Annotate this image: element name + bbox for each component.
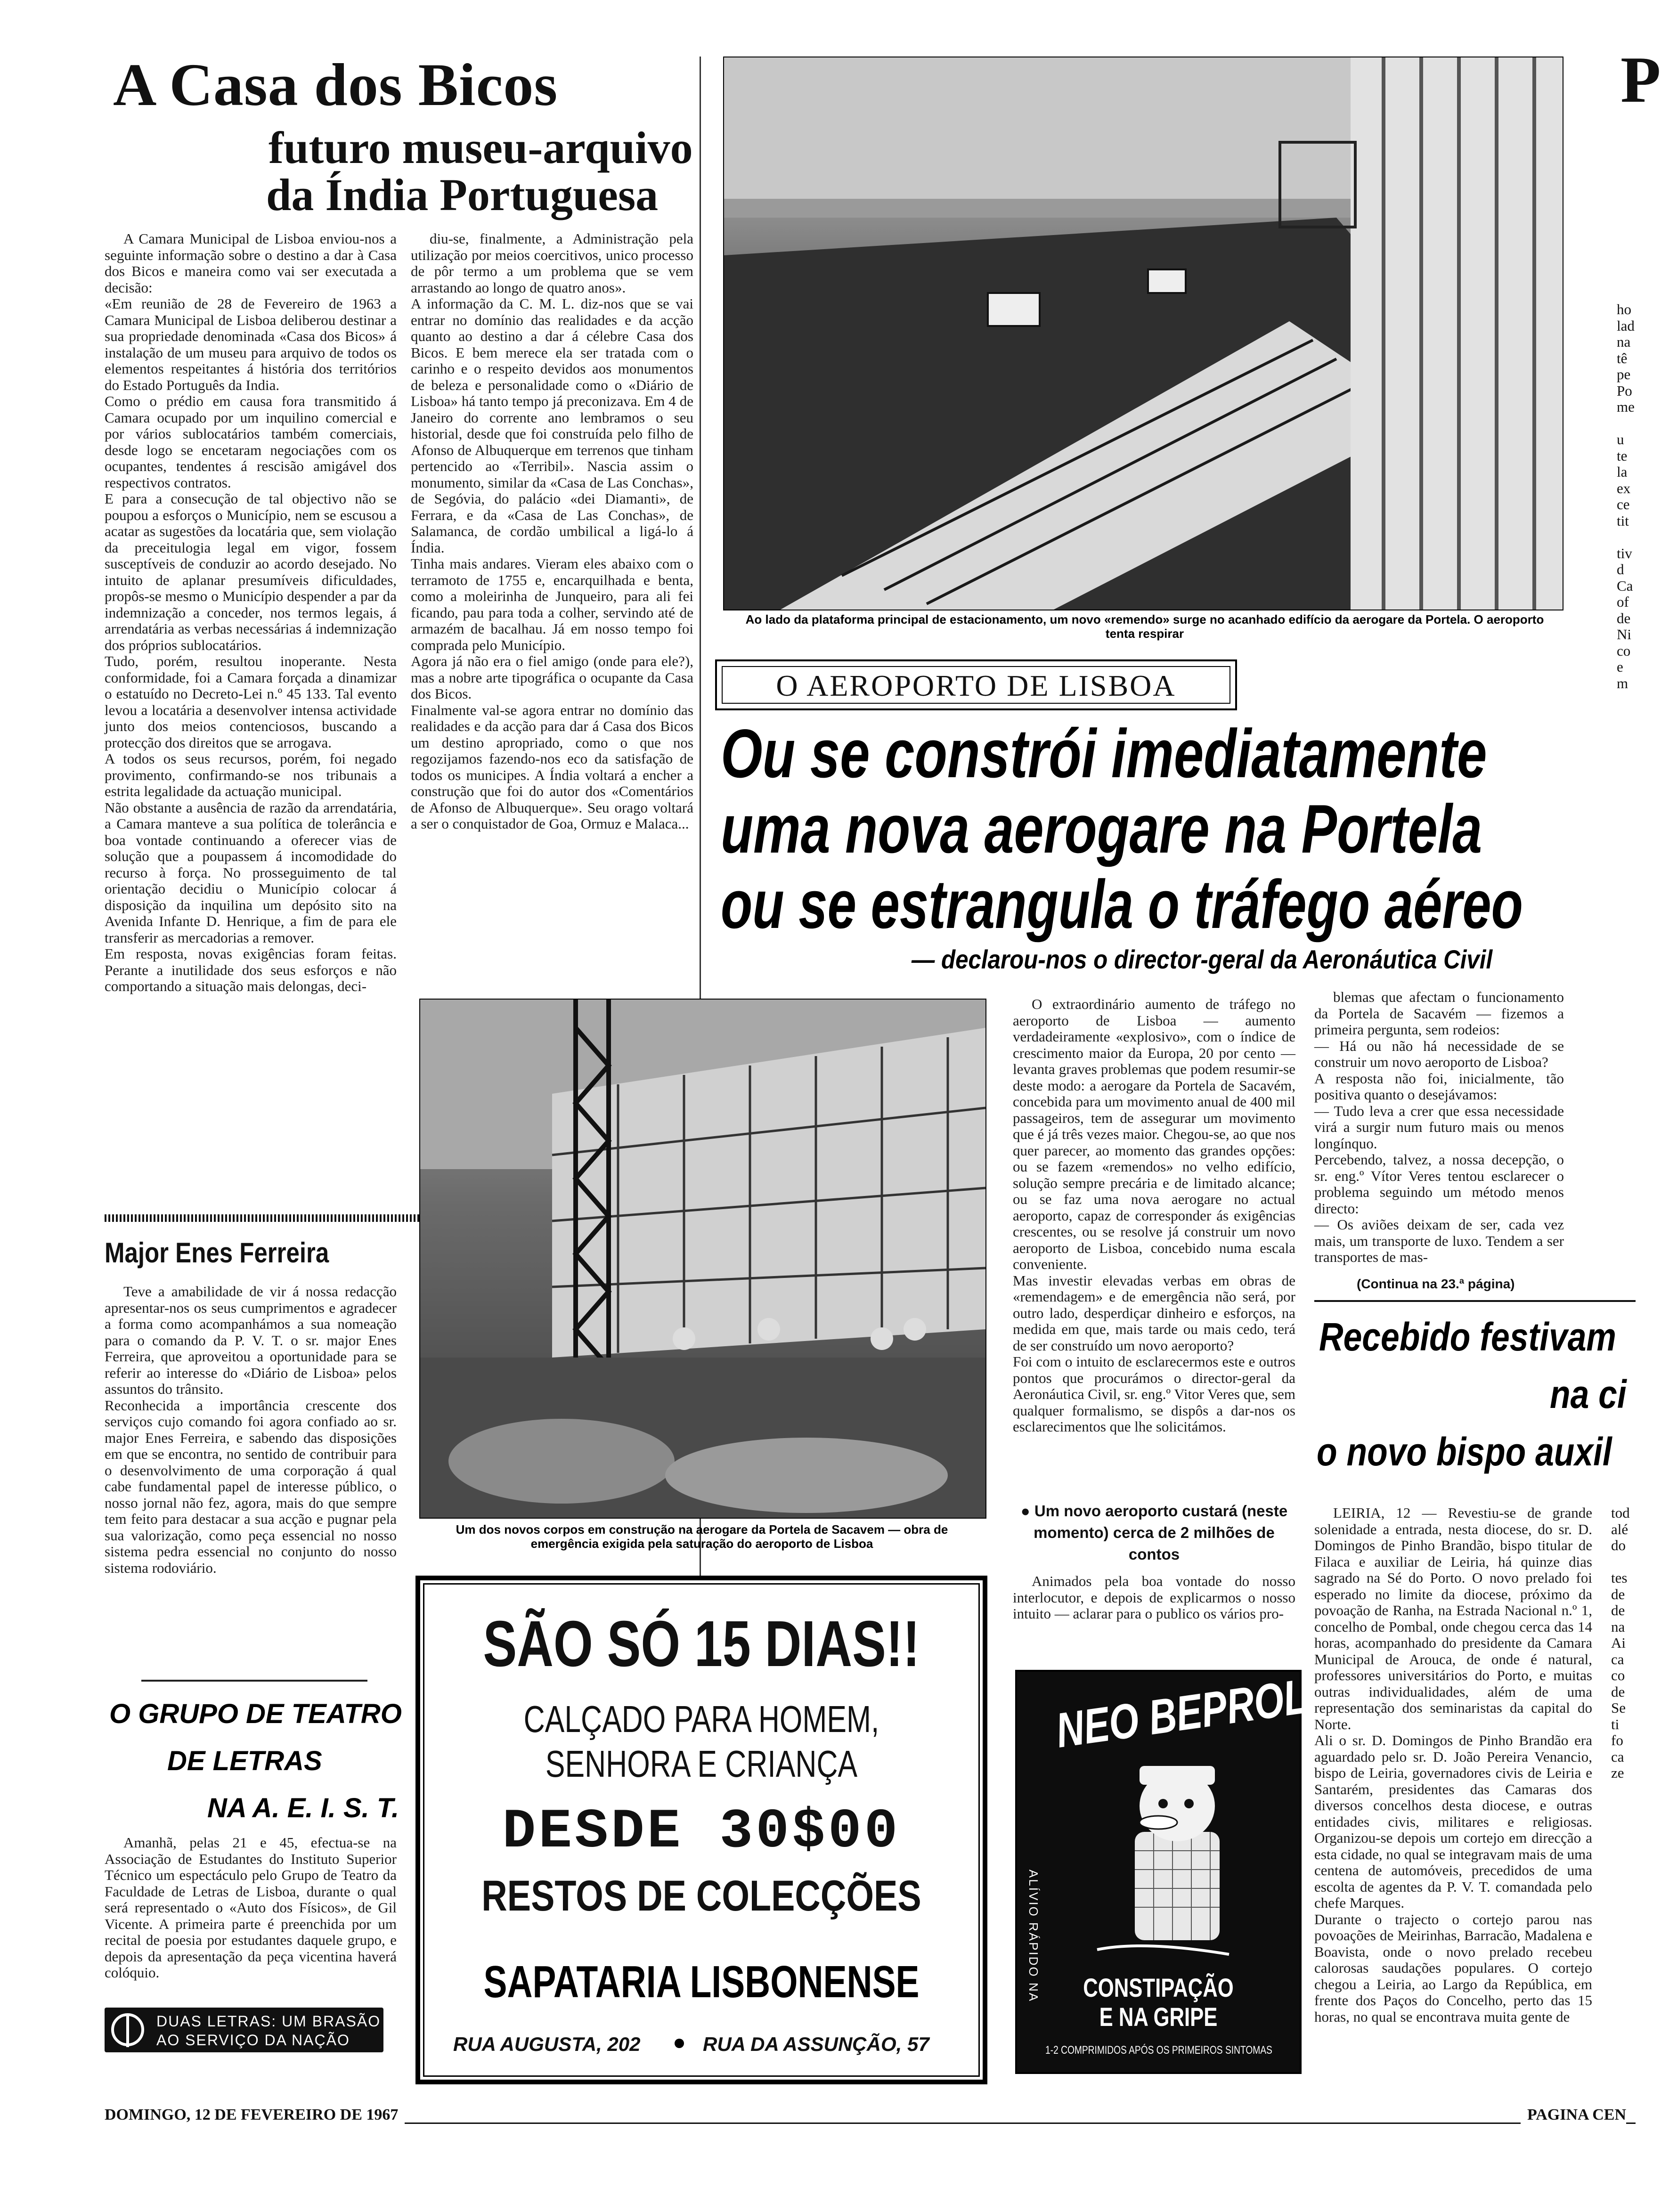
airport-headline-3: ou se estrangula o tráfego aéreo bbox=[721, 866, 1523, 943]
major-body: Teve a amabilidade de vir á nossa redacção apresentar-nos os seus cumprimentos e agradecer a forma como acompanhámos a sua nomeação para o comando da P. V. T. o sr. major Enes Ferreira, que aproveitou a oportunidade para se referir ao interesse do «Diário de Lisboa» pelos assuntos do trânsito. Reconhecida a importância crescente dos serviços cujo comando foi agora confiado ao sr. major Enes Ferreira, e sabendo das disposições em que se encontra, no sentido de contribuir para o desenvolvimento de uma corporação á qual cabe fundamental papel de interesse público, o nosso jornal não fez, agora, mais do que sempre tem feito para destacar a sua acção e pugnar pela sua valorização, como peça essencial no nosso sistema pedra essencial no conjunto do nosso sistema rodoviário. bbox=[105, 1283, 397, 1576]
edge-fragments-lower: tod alé do tes de de na Ai ca co de Se ti fo ca ze bbox=[1611, 1504, 1630, 1781]
neobeprol-foot: 1-2 COMPRIMIDOS APÓS OS PRIMEIROS SINTOMAS bbox=[1045, 2044, 1272, 2057]
airport-column-1: O extraordinário aumento de tráfego no aeroporto de Lisboa — aumento verdadeiramente «explosivo», com o índice de crescimento maior da Europa, 20 por cento — levanta graves problemas que podem resumir-se deste modo: a aerogare da Portela de Sacavém, concebida para um movimento anual de 400 mil passageiros, tem de assegurar um movimento que é já três vezes maior. Chegou-se, ao que nos quer parecer, ao momento das grandes opções: ou se fazem «remendos» no velho edifício, solução sempre precária e de limitado alcance; ou se faz uma nova aerogare no actual aeroporto, capaz de corresponder ás exigências crescentes, ou se resolve já construir um novo aeroporto de Lisboa, concebido numa escala conveniente. Mas investir elevadas verbas em obras de «remendagem» e de emergência não será, por outro lado, desperdiçar dinheiro e esforços, na medida em que, mais tarde ou mais cedo, terá de ser construído um novo aeroporto? Foi com o intuito de esclarecermos este e outros pontos que procurámos o director-geral da Aeronáutica Civil, sr. eng.º Vitor Veres que, sem qualquer formalismo, se dispôs a dar-nos os esclarecimentos que lhe solicitámos. bbox=[1013, 996, 1296, 1435]
major-title: Major Enes Ferreira bbox=[105, 1237, 329, 1269]
airport-column-2: blemas que afectam o funcionamento da Portela de Sacavém — fizemos a primeira pergunta, sem rodeios: — Há ou não há necessidade de se construir um novo aeroporto de Lisboa? A resposta não foi, inicialmente, tão positiva quanto o desejávamos: — Tudo leva a crer que essa necessidade virá a surgir num futuro mais ou menos longínquo. Percebendo, talvez, a nossa decepção, o sr. eng.º Vítor Veres tentou esclarecer o problema seguindo um método menos directo: — Os aviões deixam de ser, cada vez mais, um transporte de luxo. Tendem a ser transportes de mas- bbox=[1314, 989, 1564, 1265]
sapataria-price: DESDE 30$00 bbox=[502, 1801, 901, 1863]
neobeprol-line-1: CONSTIPAÇÃO bbox=[1083, 1973, 1234, 2002]
sapataria-line-1: SÃO SÓ 15 DIAS!! bbox=[483, 1608, 920, 1680]
airport-headline-1: Ou se constrói imediatamente bbox=[721, 715, 1487, 792]
casa-subtitle-1: futuro museu-arquivo bbox=[269, 122, 693, 173]
divider bbox=[1314, 1300, 1636, 1302]
casa-subtitle-2: da Índia Portuguesa bbox=[266, 170, 659, 220]
airport-column-1b: Animados pela boa vontade do nosso interlocutor, e depois de explicarmos o nosso intuito — aclarar para o publico os vários pro- bbox=[1013, 1573, 1295, 1622]
edge-letter: P bbox=[1620, 43, 1661, 116]
bispo-headline-3: o novo bispo auxil bbox=[1317, 1430, 1612, 1474]
casa-column-1: A Camara Municipal de Lisboa enviou-nos a seguinte informação sobre o destino a dar à Casa dos Bicos e maneira como vai ser executada a decisão: «Em reunião de 28 de Fevereiro de 1963 a Camara Municipal de Lisboa deliberou destinar a sua propriedade denominada «Casa dos Bicos» á instalação de um museu para arquivo de todos os elementos respeitantes á história dos territórios do Estado Português da India. Como o prédio em causa fora transmitido á Camara ocupado por um inquilino comercial e por vários sublocatários também comerciais, desde logo se encetaram negociações com os ocupantes, tendentes á rescisão amigável dos respectivos contratos. E para a consecução de tal objectivo não se poupou a esforços o Município, nem se escusou a acatar as sugestões da locatária que, sem violação da preceitulogia legal em vigor, fossem susceptíveis de conduzir ao acordo desejado. No intuito de aplanar presumíveis dificuldades, propôs-se mesmo o Município despender a par da indemnização a conceder, nos termos legais, á arrendatária as verbas necessárias á indemnização dos próprios sublocatários. Tudo, porém, resultou inoperante. Nesta conformidade, foi a Camara forçada a dinamizar o estatuído no Decreto-Lei n.º 45 133. Tal evento levou a locatária a desenvolver intensa actividade junto dos meios contenciosos, buscando a protecção dos direitos que se arrogava. A todos os seus recursos, porém, foi negado provimento, confirmando-se nos tribunais a estrita legalidade da actuação municipal. Não obstante a ausência de razão da arrendatária, a Camara manteve a sua política de tolerância e boa vontade continuando a oferecer vias de solução que a poupassem á incomodidade do recurso à força. No prosseguimento de tal orientação decidiu o Município colocar á disposição da inquilina um depósito sito na Avenida Infante D. Henrique, a fim de para ele transferir as mercadorias a remover. Em resposta, novas exigências foram feitas. Perante a inutilidade dos seus esforços e não comportando a situação mais delongas, deci- bbox=[105, 230, 397, 994]
casa-column-2: diu-se, finalmente, a Administração pela utilização por meios coercitivos, unico processo de pôr termo a um problema que se vem arrastando ao longo de quatro anos». A informação da C. M. L. diz-nos que se vai entrar no domínio das realidades e da acção quanto ao destino a dar á célebre Casa dos Bicos. E bem merece ela ser tratada com o carinho e o respeito devidos aos monumentos de beleza e personalidade como o «Diário de Lisboa» há tanto tempo já preconizava. Em 4 de Janeiro do corrente ano lembramos o seu historial, desde que foi construída pelo filho de Afonso de Albuquerque em terrenos que tinham pertencido ao «Terribil». Nascia assim o monumento, similar da «Casa de Las Conchas», de Segóvia, do palácio «dei Diamanti», de Ferrara, e da «Casa de Las Conchas», de Salamanca, de cordão umbilical a ligá-lo á Índia. Tinha mais andares. Vieram eles abaixo com o terramoto de 1755 e, encarquilhada e benta, como a moleirinha de Junqueiro, para ali fei ficando, pau para toda a colher, servindo até de armazém de bacalhau. Já em nosso tempo foi comprada pelo Município. Agora já não era o fiel amigo (onde para ele?), mas a nobre arte tipográfica o ocupante da Casa dos Bicos. Finalmente val-se agora entrar no domínio das realidades e da acção para dar á Casa dos Bicos um destino apropriado, como o que nos regozijamos fazendo-nos eco da satisfação de todos os municipes. A Índia voltará a encher a construção que foi do autor dos «Comentários de Afonso de Albuquerque». Seu orago voltará a ser o conquistador de Goa, Ormuz e Malaca... bbox=[411, 230, 693, 832]
footer-page: PAGINA CEN bbox=[1521, 2106, 1626, 2124]
airport-apron-illustration bbox=[724, 57, 1563, 610]
airport-photo-1-caption: Ao lado da plataforma principal de estacionamento, um novo «remendo» surge no acanhado edifício da aerogare da Portela. O aeroporto tenta respirar bbox=[745, 612, 1544, 641]
brasao-line-2: AO SERVIÇO DA NAÇÃO bbox=[156, 2032, 350, 2049]
sapataria-address-1: RUA AUGUSTA, 202 bbox=[453, 2033, 641, 2055]
sapataria-ad bbox=[415, 1576, 987, 2084]
bispo-headline-1: Recebido festivam bbox=[1319, 1315, 1616, 1359]
neobeprol-ad bbox=[1015, 1669, 1311, 2074]
sapataria-line-5: RESTOS DE COLECÇÕES bbox=[481, 1872, 921, 1920]
neobeprol-line-2: E NA GRIPE bbox=[1099, 2002, 1218, 2032]
airport-photo-2-caption: Um dos novos corpos em construção na aerogare da Portela de Sacavem — obra de emergência exigida pela saturação do aeroporto de Lisboa bbox=[456, 1522, 948, 1551]
airport-apron-photo bbox=[723, 57, 1563, 610]
edge-fragments: ho lad na tê pe Po me u te la ex ce tit tiv d Ca of de Ni co e m bbox=[1617, 301, 1635, 691]
airport-byline: — declarou-nos o director-geral da Aeronáutica Civil bbox=[912, 944, 1493, 974]
neobeprol-tag: ALÍVIO RÁPIDO NA bbox=[1026, 1870, 1041, 2003]
footer-date: DOMINGO, 12 DE FEVEREIRO DE 1967 bbox=[105, 2106, 405, 2124]
patient-cartoon-icon bbox=[1088, 1761, 1257, 1959]
teatro-title-2: DE LETRAS bbox=[167, 1746, 322, 1776]
airport-subhead: ● Um novo aeroporto custará (neste momento) cerca de 2 milhões de contos bbox=[1020, 1502, 1288, 1563]
teatro-title-1: O GRUPO DE TEATRO bbox=[109, 1699, 402, 1729]
brasao-line-1: DUAS LETRAS: UM BRASÃO bbox=[156, 2013, 381, 2030]
sapataria-line-3: SENHORA E CRIANÇA bbox=[545, 1743, 858, 1785]
construction-illustration bbox=[420, 1000, 985, 1518]
airport-headline-2: uma nova aerogare na Portela bbox=[721, 790, 1482, 867]
brasao-logo-icon bbox=[111, 2013, 144, 2046]
divider bbox=[141, 1680, 367, 1682]
casa-title: A Casa dos Bicos bbox=[113, 51, 558, 118]
neobeprol-brand: NEO BEPROL bbox=[1052, 1669, 1311, 1758]
bispo-body: LEIRIA, 12 — Revestiu-se de grande solenidade a entrada, nesta diocese, do sr. D. Domingos de Pinho Brandão, bispo titular de Filaca e auxiliar de Leiria, há quinze dias sagrado na Sé do Porto. O novo prelado foi esperado no limite da diocese, próximo da povoação de Ranha, na Estrada Nacional n.º 1, concelho de Pombal, onde chegou cerca das 14 horas, acompanhado do presidente da Camara Municipal de Arouca, de onde é natural, professores universitários do Porto, e muitas outras individualidades, além de uma representação dos seminaristas da capital do Norte. Ali o sr. D. Domingos de Pinho Brandão era aguardado pelo sr. D. João Pereira Venancio, bispo de Leiria, governadores civis de Leiria e Santarém, presidentes das Camaras dos diversos concelhos desta diocese, e outras entidades civis, militares e religiosas. Organizou-se depois um cortejo em direcção a esta cidade, no qual se integravam mais de uma centena de automóveis, precedidos de uma escolta de agentes da P. V. T. comandada pelo chefe Marques. Durante o trajecto o cortejo parou nas povoações de Meirinhas, Barracão, Madalena e Boavista, onde o novo prelado recebeu calorosas saudações populares. O cortejo chegou a Leiria, ao Largo da República, em frente dos Paços do Concelho, perto das 15 horas, no qual se encontrava muita gente de bbox=[1314, 1504, 1592, 2025]
teatro-body: Amanhã, pelas 21 e 45, efectua-se na Associação de Estudantes do Instituto Superior Técnico um espectáculo pelo Grupo de Teatro da Faculdade de Letras de Lisboa, durante o qual será representado o «Auto dos Físicos», de Gil Vicente. A primeira parte é preenchida por um recital de poesia por estudantes daquele grupo, e depois da apresentação da peça vicentina haverá colóquio. bbox=[105, 1834, 397, 1981]
teatro-title-3: NA A. E. I. S. T. bbox=[207, 1793, 399, 1823]
bispo-headline-2: na ci bbox=[1550, 1372, 1627, 1416]
bullet-icon bbox=[675, 2039, 684, 2048]
sapataria-name: SAPATARIA LISBONENSE bbox=[483, 1957, 920, 2007]
sapataria-line-2: CALÇADO PARA HOMEM, bbox=[523, 1698, 879, 1740]
sapataria-address-2: RUA DA ASSUNÇÃO, 57 bbox=[703, 2033, 929, 2055]
airport-kicker: O AEROPORTO DE LISBOA bbox=[776, 669, 1176, 702]
airport-construction-photo bbox=[419, 999, 986, 1519]
airport-kicker-box bbox=[715, 659, 1237, 710]
brasao-box bbox=[105, 2008, 383, 2052]
airport-continua: (Continua na 23.ª página) bbox=[1357, 1277, 1515, 1291]
